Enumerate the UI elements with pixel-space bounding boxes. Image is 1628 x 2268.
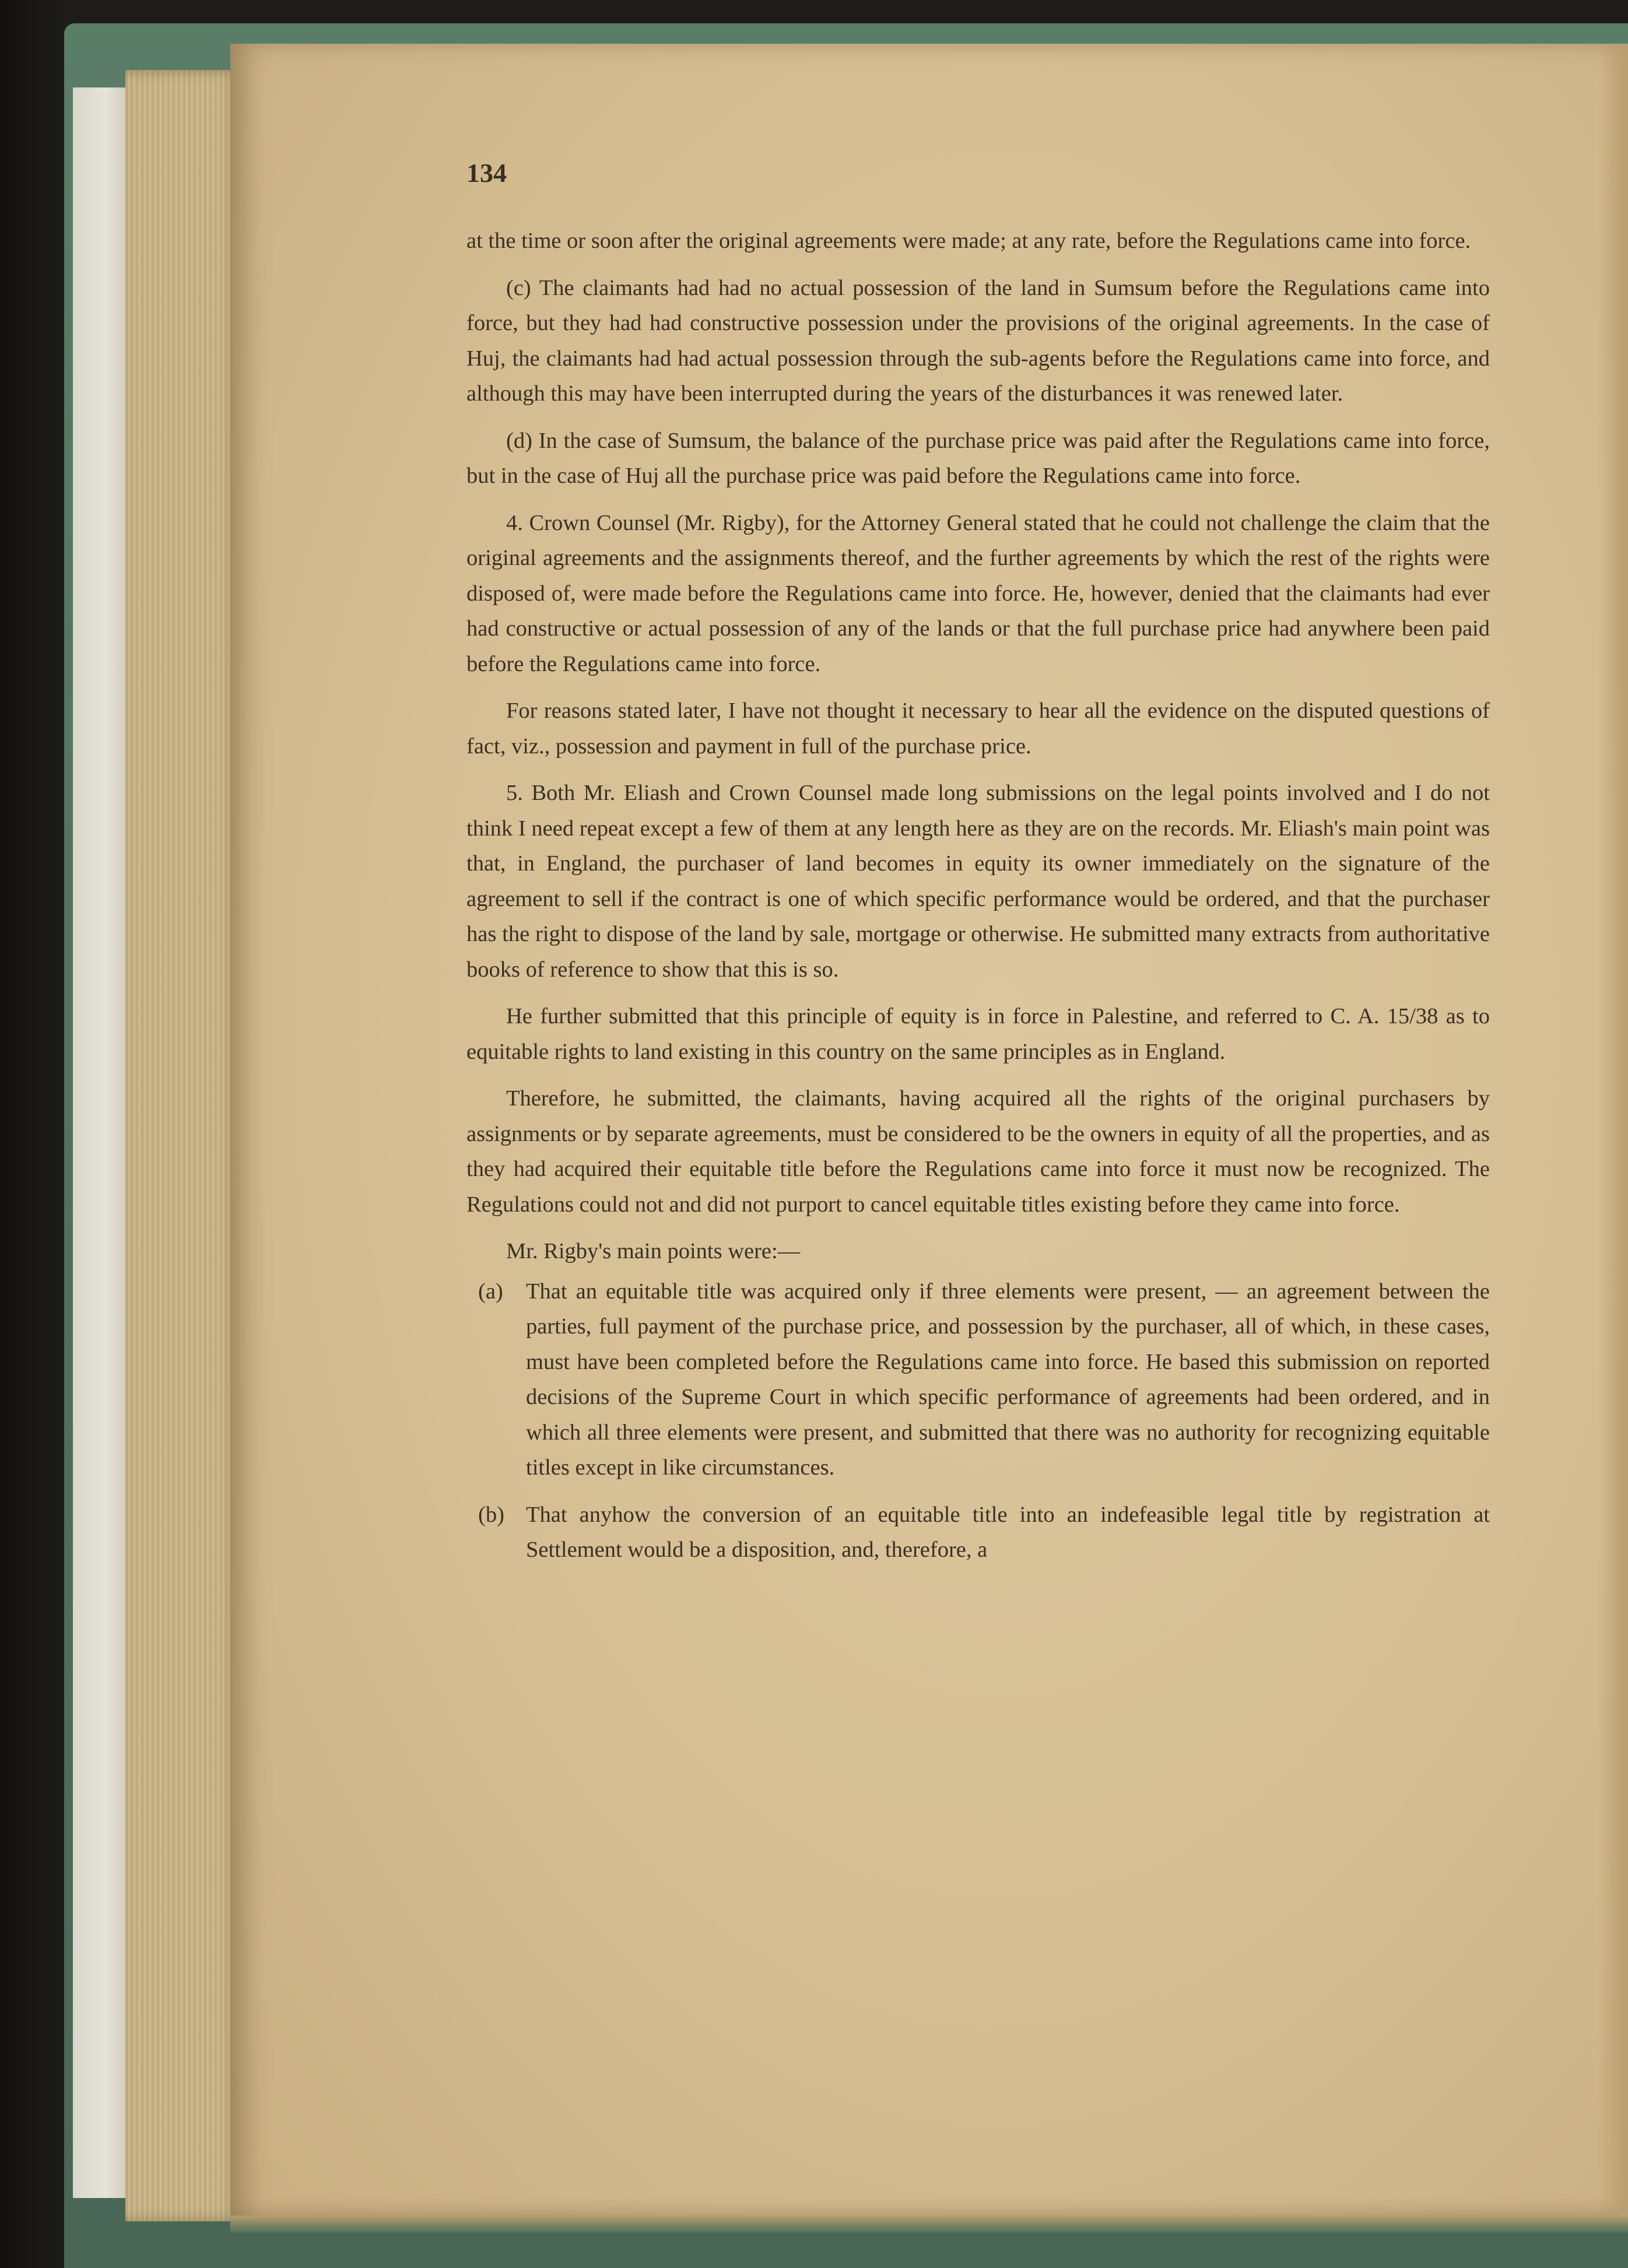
paragraph: Mr. Rigby's main points were:— xyxy=(506,1239,801,1263)
paragraph: (d) In the case of Sumsum, the balance of the purchase price was paid after the Regulations came into force, but in the case of Huj all the purchase price was paid before the Regulations came into force. xyxy=(466,428,1490,488)
paragraph: Therefore, he submitted, the claimants, having acquired all the rights of the original purchasers by assignments or by separate agreements, must be considered to be the owners in equity of all the properties, and as they had acquired their equitable title before the Regulations came into force it must now be recognized. The Regulations could not and did not purport to cancel equitable titles existing before they came into force. xyxy=(466,1086,1490,1217)
list-item-text: That an equitable title was acquired only if three elements were present, — an agreement between the parties, full payment of the purchase price, and possession by the purchaser, all of which, in these cases, must have been completed before the Regulations came into force. He based this submission on reported decisions of the Supreme Court in which specific performance of agreements had been ordered, and in which all three elements were present, and submitted that there was no authority for recognizing equitable titles except in like circumstances. xyxy=(526,1279,1490,1480)
page-gutter-shadow xyxy=(1598,44,1628,2224)
list-item-text: That anyhow the conversion of an equitable title into an indefeasible legal title by registration at Settlement would be a disposition, and, therefore, a xyxy=(526,1502,1490,1562)
list-item-label: (b) xyxy=(478,1502,504,1527)
page-number: 134 xyxy=(466,158,507,188)
paragraph: He further submitted that this principle of equity is in force in Palestine, and referred to C. A. 15/38 as to equitable rights to land existing in this country on the same principles as in England. xyxy=(466,1004,1490,1064)
paragraph: For reasons stated later, I have not thought it necessary to hear all the evidence on the disputed questions of fact, viz., possession and payment in full of the purchase price. xyxy=(466,698,1490,759)
endpaper xyxy=(73,87,128,2198)
list-item xyxy=(466,1497,1490,1568)
paragraph: 5. Both Mr. Eliash and Crown Counsel made long submissions on the legal points involved and I do not think I need repeat except a few of them at any length here as they are on the records. Mr. Eliash's main point was that, in England, the purchaser of land becomes in equity its owner immediately on the signature of the agreement to sell if the contract is one of which specific performance would be ordered, and that the purchaser has the right to dispose of the land by sale, mortgage or otherwise. He submitted many extracts from authoritative books of reference to show that this is so. xyxy=(466,781,1490,982)
paragraph: (c) The claimants had had no actual possession of the land in Sumsum before the Regulations came into force, but they had had constructive possession under the provisions of the original agreements. In the case of Huj, the claimants had had actual possession through the sub-agents before the Regulations came into force, and although this may have been interrupted during the years of the disturbances it was renewed later. xyxy=(466,275,1490,406)
page-text-block xyxy=(466,157,1490,1579)
list-item-label: (a) xyxy=(478,1279,503,1304)
list-item xyxy=(466,1274,1490,1486)
paragraph: at the time or soon after the original agreements were made; at any rate, before the Regulations came into force. xyxy=(466,229,1471,253)
paragraph: 4. Crown Counsel (Mr. Rigby), for the Attorney General stated that he could not challenge the claim that the original agreements and the assignments thereof, and the further agreements by which the rest of the rights were disposed of, were made before the Regulations came into force. He, however, denied that the claimants had ever had constructive or actual possession of any of the lands or that the full purchase price had anywhere been paid before the Regulations came into force. xyxy=(466,510,1490,676)
page-bottom-edge xyxy=(230,2216,1628,2233)
page-edges xyxy=(125,70,242,2221)
